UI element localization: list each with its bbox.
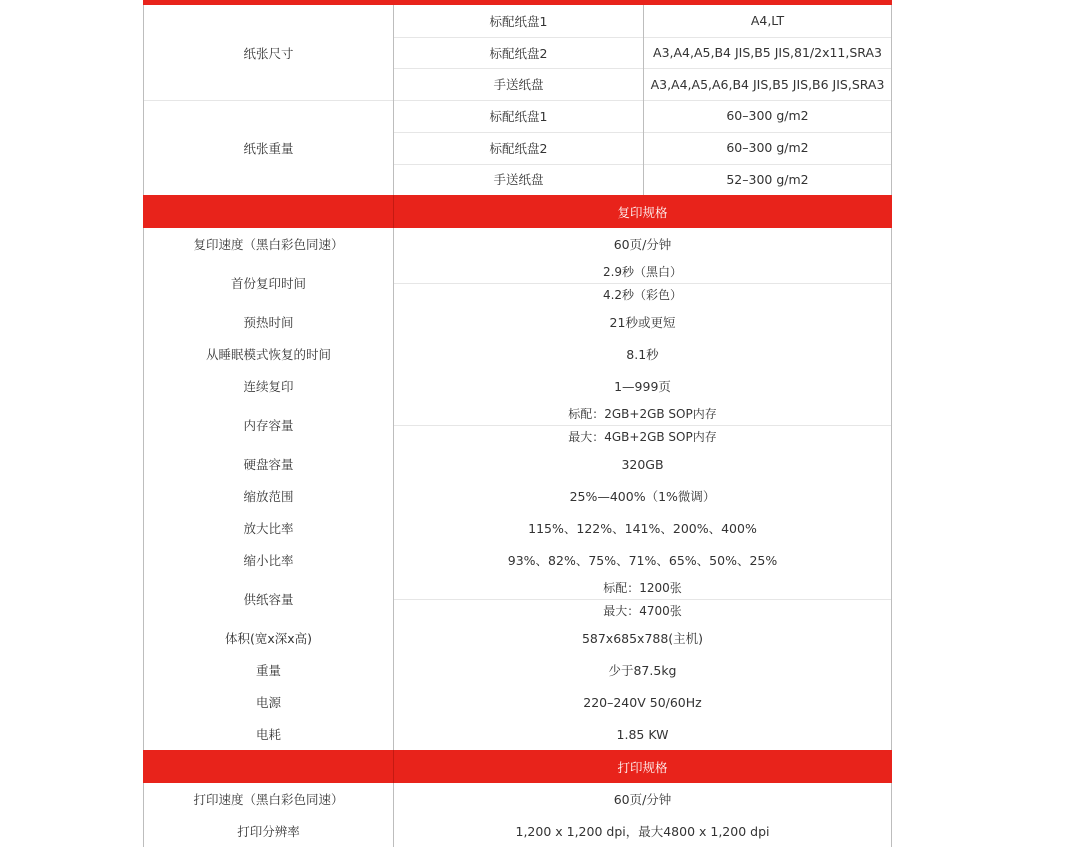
section-header — [143, 195, 892, 228]
spec-value: 最大：4GB+2GB SOP内存 — [394, 425, 891, 448]
spec-value: 标配：1200张 — [394, 576, 891, 599]
column-divider — [393, 228, 394, 750]
spec-value: 60页/分钟 — [394, 228, 891, 260]
paper-value: A4,LT — [644, 5, 891, 37]
column-divider — [891, 783, 892, 847]
paper-value: 52–300 g/m2 — [644, 164, 891, 196]
paper-sub-label: 手送纸盘 — [394, 164, 643, 196]
paper-sub-label: 标配纸盘1 — [394, 100, 643, 132]
column-divider — [143, 783, 144, 847]
spec-value: 8.1秒 — [394, 338, 891, 370]
paper-sub-label: 标配纸盘1 — [394, 5, 643, 37]
column-divider — [393, 5, 394, 195]
spec-label: 电耗 — [144, 718, 393, 750]
spec-label: 放大比率 — [144, 512, 393, 544]
paper-sub-label: 标配纸盘2 — [394, 132, 643, 164]
spec-label: 缩放范围 — [144, 480, 393, 512]
spec-label: 打印分辨率 — [144, 815, 393, 847]
spec-value: 1,200 x 1,200 dpi，最大4800 x 1,200 dpi — [394, 815, 891, 847]
spec-label: 缩小比率 — [144, 544, 393, 576]
spec-label: 首份复印时间 — [144, 260, 393, 306]
paper-group-label: 纸张尺寸 — [144, 5, 393, 100]
spec-label: 内存容量 — [144, 402, 393, 448]
spec-value: 21秒或更短 — [394, 306, 891, 338]
spec-value: 少于87.5kg — [394, 654, 891, 686]
spec-label: 连续复印 — [144, 370, 393, 402]
spec-value: 220–240V 50/60Hz — [394, 686, 891, 718]
spec-label: 硬盘容量 — [144, 448, 393, 480]
spec-value: 587x685x788(主机) — [394, 622, 891, 654]
spec-label: 电源 — [144, 686, 393, 718]
spec-label: 预热时间 — [144, 306, 393, 338]
paper-sub-label: 标配纸盘2 — [394, 37, 643, 69]
column-divider — [143, 5, 144, 195]
spec-value: 60页/分钟 — [394, 783, 891, 815]
row-divider — [143, 100, 892, 101]
row-divider — [394, 599, 891, 600]
spec-label: 打印速度（黑白彩色同速） — [144, 783, 393, 815]
spec-value: 93%、82%、75%、71%、65%、50%、25% — [394, 544, 891, 576]
spec-value: 115%、122%、141%、200%、400% — [394, 512, 891, 544]
spec-value: 25%—400%（1%微调） — [394, 480, 891, 512]
column-divider — [891, 5, 892, 195]
header-divider — [393, 195, 394, 228]
column-divider — [143, 228, 144, 750]
section-title: 打印规格 — [617, 759, 668, 775]
paper-value: A3,A4,A5,B4 JIS,B5 JIS,81/2x11,SRA3 — [644, 37, 891, 69]
paper-value: 60–300 g/m2 — [644, 100, 891, 132]
spec-value: 最大：4700张 — [394, 599, 891, 622]
column-divider — [393, 783, 394, 847]
header-divider — [393, 750, 394, 783]
column-divider — [891, 228, 892, 750]
spec-value: 4.2秒（彩色） — [394, 283, 891, 306]
section-header — [143, 750, 892, 783]
paper-value: A3,A4,A5,A6,B4 JIS,B5 JIS,B6 JIS,SRA3 — [644, 68, 891, 100]
spec-value: 标配：2GB+2GB SOP内存 — [394, 402, 891, 425]
spec-label: 复印速度（黑白彩色同速） — [144, 228, 393, 260]
section-title: 复印规格 — [617, 204, 668, 220]
row-divider — [394, 283, 891, 284]
paper-sub-label: 手送纸盘 — [394, 68, 643, 100]
spec-value: 1—999页 — [394, 370, 891, 402]
row-divider — [394, 425, 891, 426]
column-divider — [643, 5, 644, 195]
spec-label: 供纸容量 — [144, 576, 393, 622]
spec-value: 320GB — [394, 448, 891, 480]
paper-value: 60–300 g/m2 — [644, 132, 891, 164]
spec-value: 1.85 KW — [394, 718, 891, 750]
spec-value: 2.9秒（黑白） — [394, 260, 891, 283]
spec-label: 体积(宽x深x高) — [144, 622, 393, 654]
spec-label: 从睡眠模式恢复的时间 — [144, 338, 393, 370]
spec-label: 重量 — [144, 654, 393, 686]
paper-group-label: 纸张重量 — [144, 100, 393, 195]
